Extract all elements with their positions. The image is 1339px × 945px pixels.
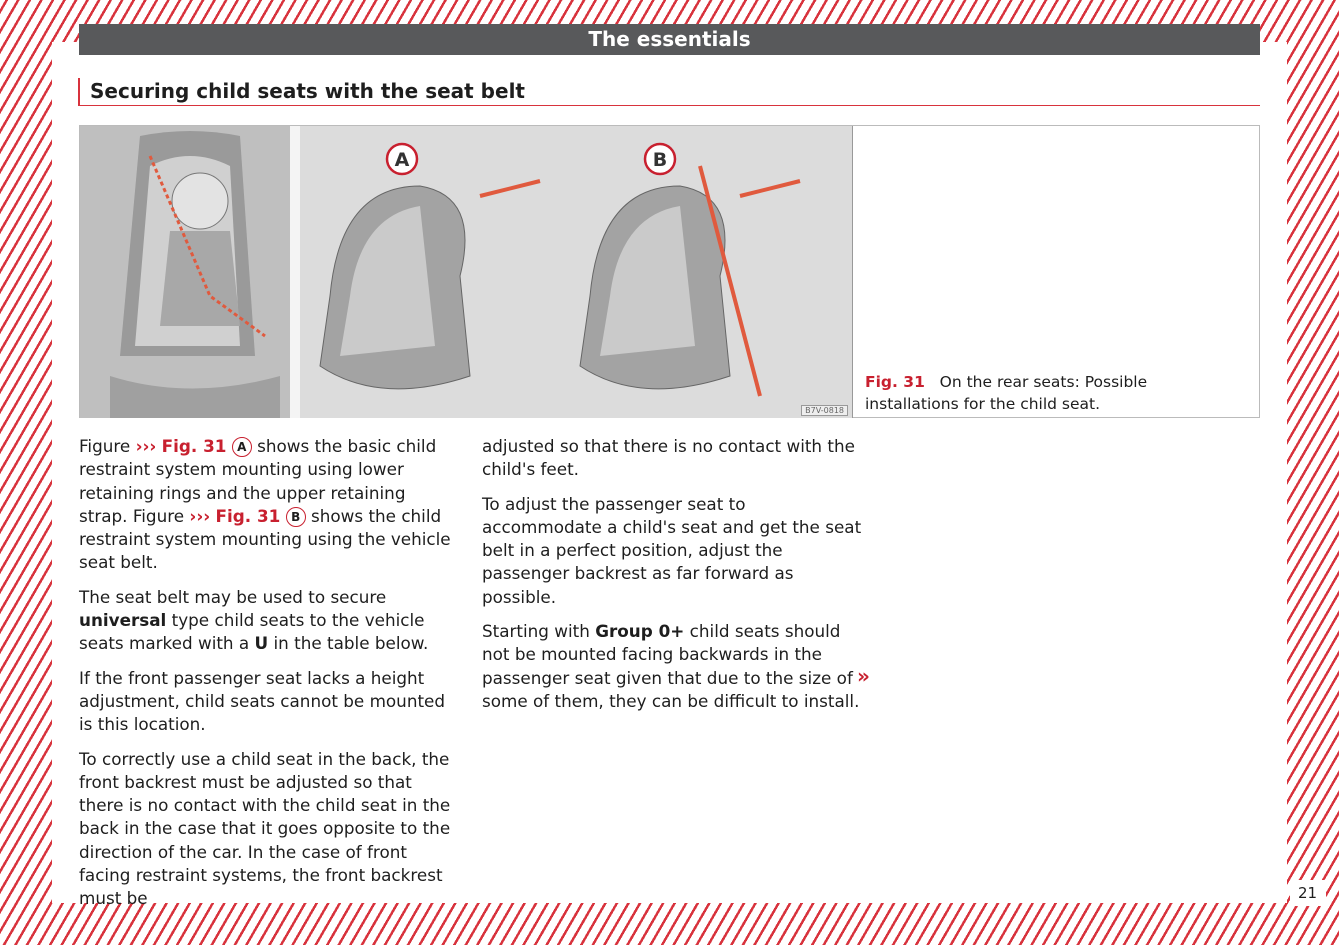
text: type child seats to the vehicle seats marked with a (79, 610, 425, 654)
continued-icon: » (857, 664, 870, 688)
paragraph (79, 435, 459, 575)
paragraph: To adjust the passenger seat to accommodate a child's seat and get the seat belt in a perfect position, adjust the passenger backrest as far forward as possible. (482, 493, 862, 607)
arrow-icon: ››› (135, 436, 157, 456)
text: Figure (79, 436, 136, 456)
text: shows the child restraint system mounting using the vehicle seat belt. (79, 505, 451, 573)
fig-link[interactable]: Fig. 31 (161, 436, 227, 456)
badge-a: A (232, 437, 252, 457)
text: child seats should not be mounted facing backwards in the passenger seat given that due to the size of some of them, they can be difficult to install. (482, 621, 860, 711)
child-seat-illustration (80, 126, 853, 418)
text: The seat belt may be used to secure (79, 586, 387, 607)
paragraph (79, 586, 459, 656)
label-b: B (652, 149, 668, 171)
text: Starting with (482, 621, 596, 642)
bold-text: U (254, 633, 269, 654)
caption-text: On the rear seats: Possible installations for the child seat. (865, 373, 1148, 413)
arrow-icon: ››› (189, 505, 211, 526)
caption-ref: Fig. 31 (865, 373, 925, 391)
paragraph: If the front passenger seat lacks a height adjustment, child seats cannot be mounted is this location. (79, 667, 446, 735)
paragraph: To correctly use a child seat in the back, the front backrest must be adjusted so that there is no contact with the child seat in the back in the case that it goes opposite to the direction of the car. In the case of front facing restraint systems, the front backrest must be (79, 748, 451, 909)
fig-link[interactable]: Fig. 31 (215, 505, 281, 526)
text-column-2 (482, 435, 862, 724)
text: shows the basic child restraint system mounting using lower retaining rings and the upper retaining strap. Figure (79, 436, 437, 526)
bold-text: universal (79, 610, 167, 631)
badge-b: B (286, 507, 306, 527)
figure-31 (79, 125, 1260, 418)
chapter-header: The essentials (79, 24, 1260, 55)
image-code: B7V-0818 (801, 405, 848, 416)
paragraph (482, 620, 862, 713)
label-a: A (394, 149, 410, 171)
text: in the table below. (268, 633, 429, 654)
figure-caption (865, 371, 1245, 415)
text-column-1 (79, 435, 459, 922)
page-number: 21 (1298, 884, 1318, 902)
bold-text: Group 0+ (595, 621, 685, 642)
section-title: Securing child seats with the seat belt (78, 78, 1260, 106)
paragraph: adjusted so that there is no contact with the child's feet. (482, 436, 855, 480)
child-seat-drawing (80, 126, 852, 418)
